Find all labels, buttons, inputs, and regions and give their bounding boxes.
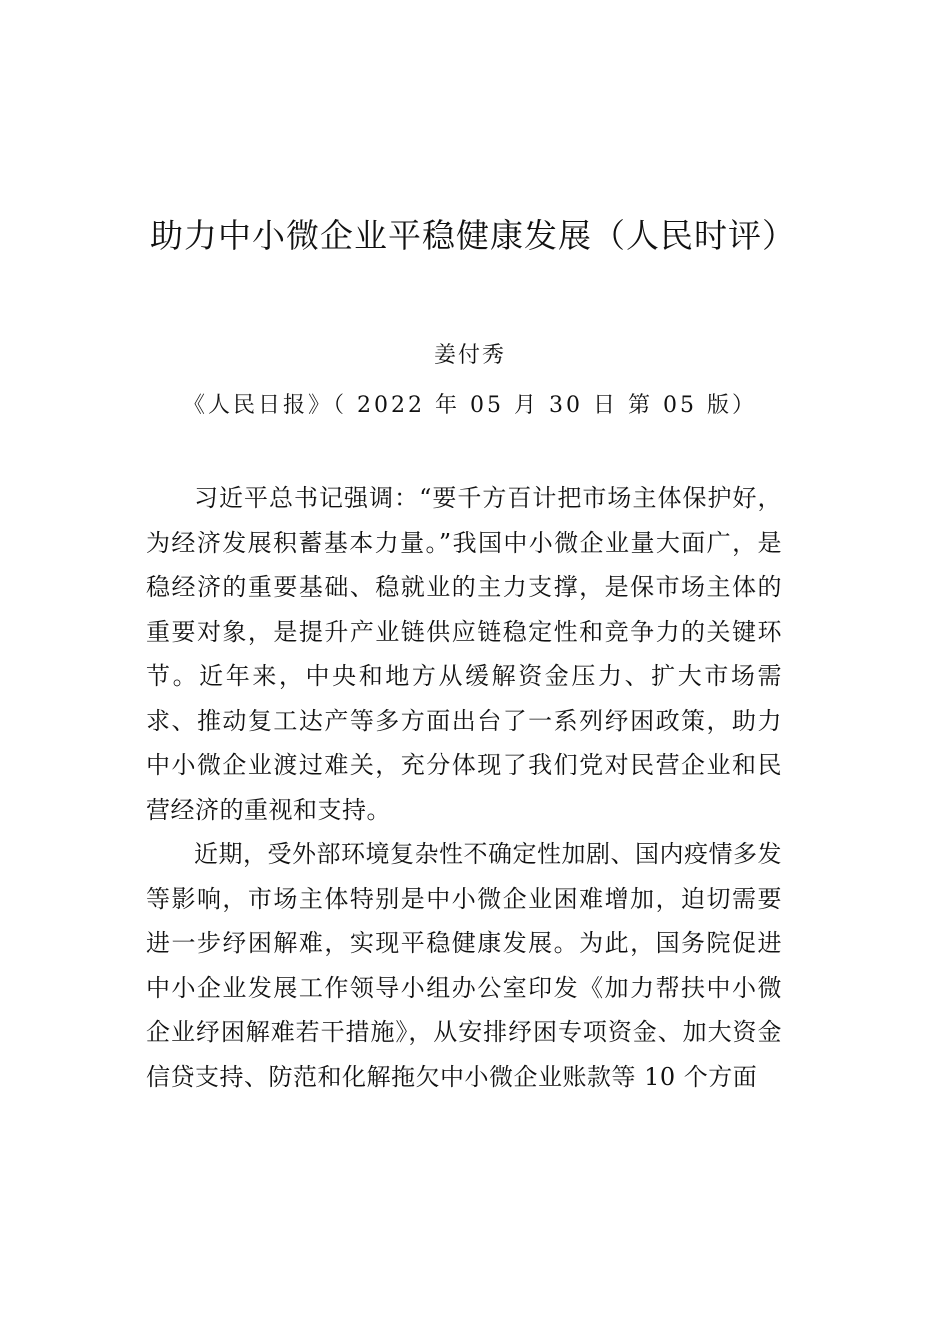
article-body [146,476,782,1099]
article-author: 姜付秀 [433,343,506,368]
article-title: 助力中小微企业平稳健康发展（人民时评） [150,216,796,255]
paragraph: 习近平总书记强调：“要千方百计把市场主体保护好，为经济发展积蓄基本力量。”我国中小微企业量大面广，是稳经济的重要基础、稳就业的主力支撑，是保市场主体的重要对象，是提升产业链供应链稳定性和竞争力的关键环节。近年来，中央和地方从缓解资金压力、扩大市场需求、推动复工达产等多方面出台了一系列纾困政策，助力中小微企业渡过难关，充分体现了我们党对民营企业和民营经济的重视和支持。 [146,484,782,824]
paragraph: 近期，受外部环境复杂性不确定性加剧、国内疫情多发等影响，市场主体特别是中小微企业困难增加，迫切需要进一步纾困解难，实现平稳健康发展。为此，国务院促进中小企业发展工作领导小组办公室印发《加力帮扶中小微企业纾困解难若干措施》，从安排纾困专项资金、加大资金信贷支持、防范和化解拖欠中小微企业账款等 10 个方面 [146,840,782,1091]
article-source: 《人民日报》（ 2022 年 05 月 30 日 第 05 版） [183,393,757,418]
